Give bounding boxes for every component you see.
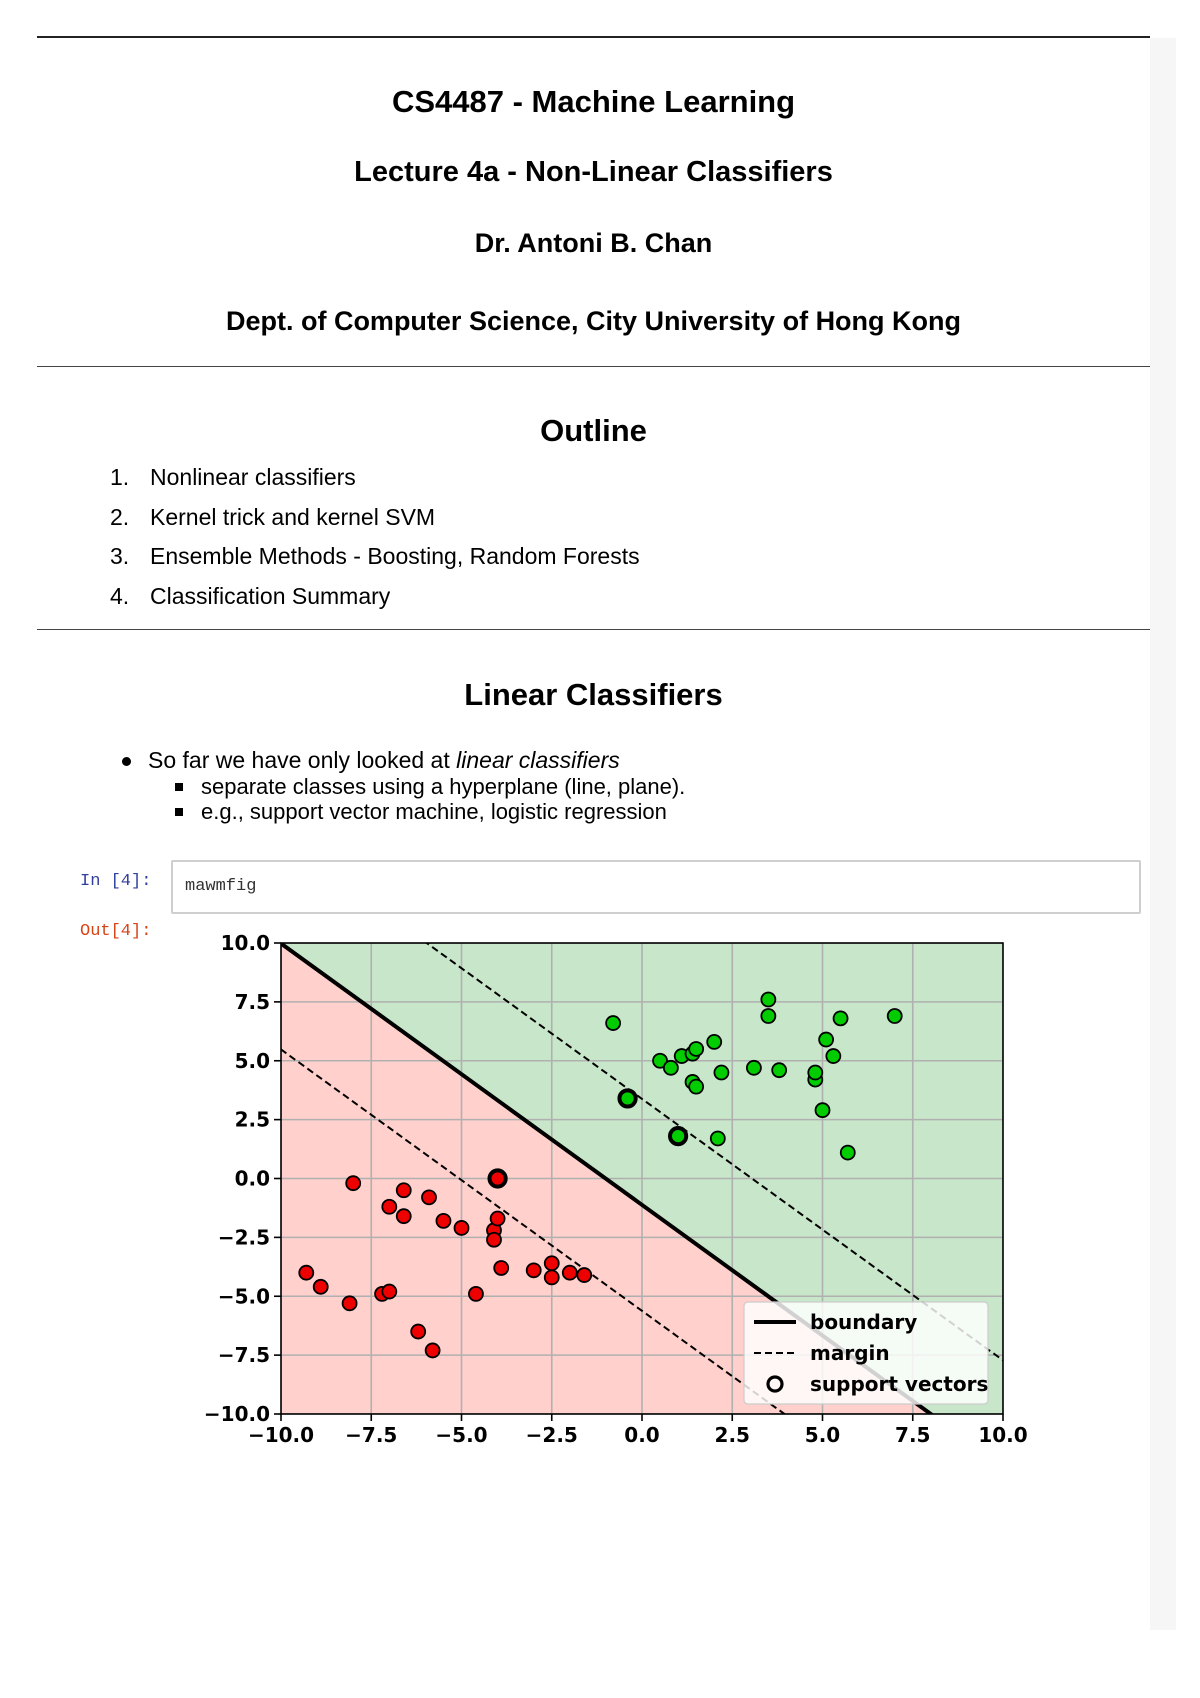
output-prompt: Out[4]: [80, 922, 152, 941]
data-point [816, 1103, 830, 1117]
legend-label: margin [810, 1341, 890, 1365]
outline-heading: Outline [540, 413, 647, 448]
y-tick-label: −7.5 [217, 1343, 270, 1368]
data-point [689, 1080, 703, 1094]
input-prompt: In [4]: [80, 872, 152, 891]
data-point [545, 1270, 559, 1284]
x-tick-label: 7.5 [895, 1423, 931, 1447]
data-point [346, 1176, 360, 1190]
list-item: 2. Kernel trick and kernel SVM [110, 503, 436, 530]
sub-bullet-item: separate classes using a hyperplane (line, plane). [118, 774, 685, 799]
data-point [819, 1033, 833, 1047]
x-tick-label: 0.0 [624, 1423, 660, 1447]
plot-area [0, 315, 1200, 1698]
data-point [494, 1261, 508, 1275]
data-point [382, 1285, 396, 1299]
x-tick-label: −5.0 [435, 1423, 488, 1447]
section-heading: Linear Classifiers [464, 677, 723, 712]
list-item: 1. Nonlinear classifiers [110, 464, 356, 490]
data-point [545, 1256, 559, 1270]
y-tick-label: 0.0 [234, 1166, 270, 1191]
y-tick-label: −2.5 [217, 1225, 270, 1250]
data-point [469, 1287, 483, 1301]
data-point [689, 1042, 703, 1056]
y-tick-label: −10.0 [203, 1402, 270, 1426]
x-tick-label: −7.5 [345, 1423, 398, 1447]
y-tick-label: 2.5 [234, 1107, 270, 1132]
code-text: mawmfig [185, 877, 257, 896]
data-point [808, 1066, 822, 1080]
list-item: 3. Ensemble Methods - Boosting, Random Forests [110, 543, 640, 569]
data-point [382, 1200, 396, 1214]
legend-label: boundary [810, 1310, 918, 1334]
positive-region [0, 421, 1200, 1698]
lecture-title: Lecture 4a - Non-Linear Classifiers [354, 156, 833, 188]
x-tick-label: 10.0 [978, 1423, 1028, 1447]
data-point [422, 1190, 436, 1204]
data-point [397, 1183, 411, 1197]
data-point [397, 1209, 411, 1223]
y-tick-label: 7.5 [234, 989, 270, 1014]
data-point [707, 1035, 721, 1049]
data-point [834, 1011, 848, 1025]
data-point [487, 1233, 501, 1247]
data-point [491, 1212, 505, 1226]
x-tick-label: −10.0 [247, 1423, 315, 1447]
list-item: 4. Classification Summary [110, 582, 391, 609]
y-tick-label: −5.0 [217, 1284, 270, 1309]
data-point [826, 1049, 840, 1063]
sub-bullet-item: e.g., support vector machine, logistic regression [118, 799, 685, 824]
y-tick-label: 10.0 [220, 931, 270, 955]
data-point [436, 1214, 450, 1228]
data-point [761, 993, 775, 1007]
y-tick-label: 5.0 [234, 1048, 270, 1073]
x-tick-label: −2.5 [525, 1423, 578, 1447]
course-title: CS4487 - Machine Learning [391, 84, 796, 119]
data-point [563, 1266, 577, 1280]
data-point [411, 1325, 425, 1339]
data-point [343, 1296, 357, 1310]
x-tick-label: 5.0 [804, 1423, 841, 1447]
data-point [761, 1009, 775, 1023]
data-point [455, 1221, 469, 1235]
data-point [664, 1061, 678, 1075]
data-point [606, 1016, 620, 1030]
legend-label: support vectors [810, 1372, 989, 1396]
data-point [714, 1066, 728, 1080]
data-point [527, 1263, 541, 1277]
data-point [426, 1343, 440, 1357]
data-point [747, 1061, 761, 1075]
data-point [888, 1009, 902, 1023]
data-point [841, 1146, 855, 1160]
data-point [299, 1266, 313, 1280]
department: Dept. of Computer Science, City University of Hong Kong [225, 306, 962, 336]
author: Dr. Antoni B. Chan [474, 228, 713, 258]
data-point [577, 1268, 591, 1282]
data-point [711, 1131, 725, 1145]
data-point [772, 1063, 786, 1077]
x-tick-label: 2.5 [714, 1423, 750, 1447]
data-point [314, 1280, 328, 1294]
bullet-item: So far we have only looked at linear classifiers [118, 746, 685, 774]
